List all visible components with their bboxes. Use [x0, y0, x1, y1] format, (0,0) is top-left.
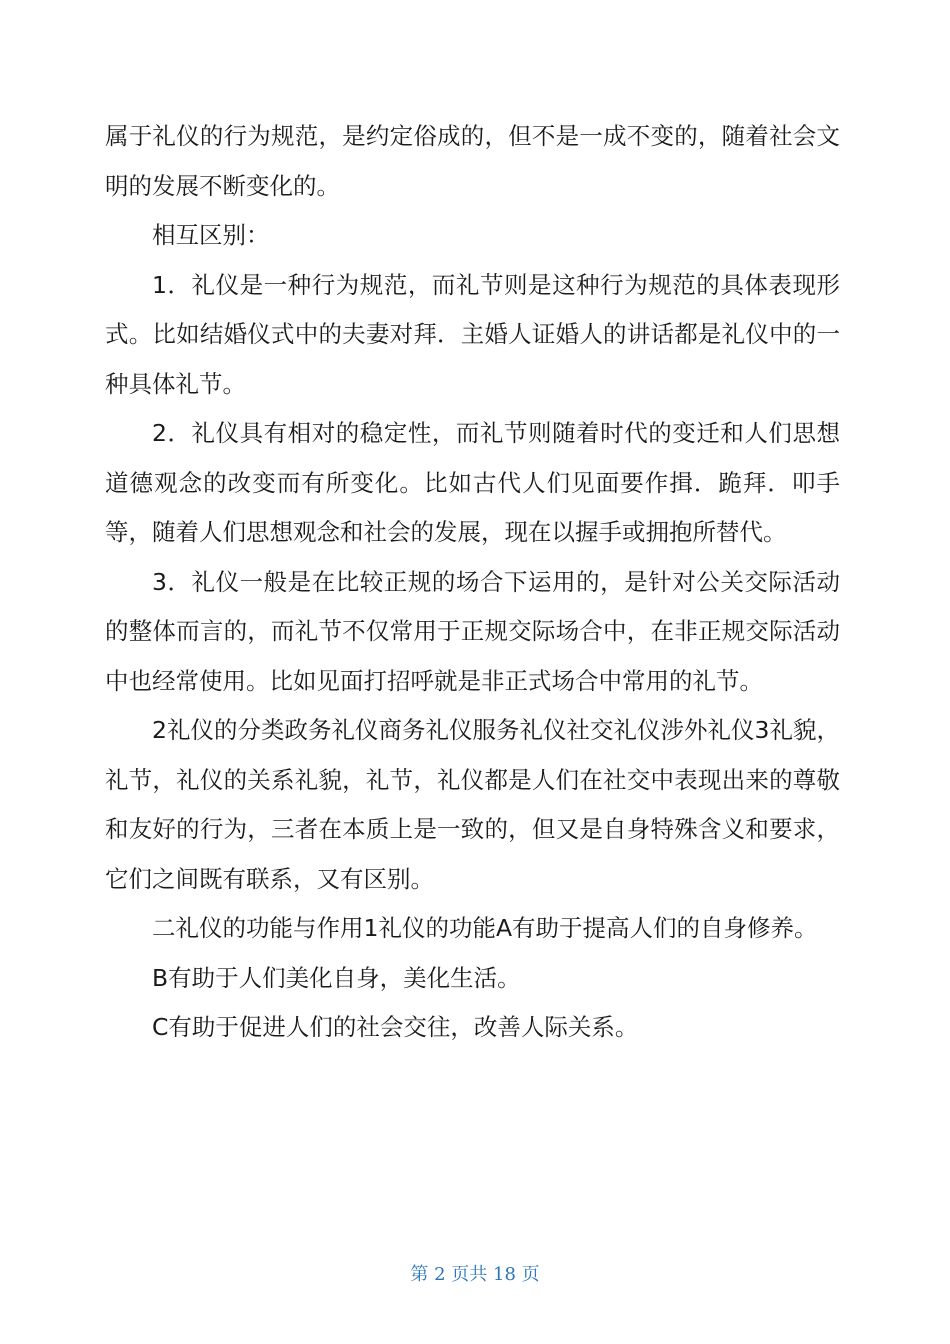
paragraph-functions-c: C有助于促进人们的社会交往，改善人际关系。 [152, 1013, 639, 1041]
paragraph-heading-differences: 相互区别： [152, 221, 270, 249]
paragraph-point-3: 3．礼仪一般是在比较正规的场合下运用的，是针对公关交际活动的整体而言的，而礼节不仅常用于正规交际场合中，在非正规交际活动中也经常使用。比如见面打招呼就是非正式场合中常用的礼节。 [105, 567, 840, 695]
page-number-footer: 第 2 页共 18 页 [410, 1264, 540, 1285]
paragraph-functions-a: 二礼仪的功能与作用1礼仪的功能A有助于提高人们的自身修养。 [152, 914, 818, 942]
paragraph-point-2: 2．礼仪具有相对的稳定性，而礼节则随着时代的变迁和人们思想道德观念的改变而有所变化。比如古代人们见面要作揖．跪拜．叩手等，随着人们思想观念和社会的发展，现在以握手或拥抱所替代。 [105, 419, 840, 546]
paragraph-continuation: 属于礼仪的行为规范，是约定俗成的，但不是一成不变的，随着社会文明的发展不断变化的。 [105, 122, 840, 200]
paragraph-classification: 2礼仪的分类政务礼仪商务礼仪服务礼仪社交礼仪涉外礼仪3礼貌，礼节，礼仪的关系礼貌，礼节，礼仪都是人们在社交中表现出来的尊敬和友好的行为，三者在本质上是一致的，但又是自身特殊含义和要求，它们之间既有联系，又有区别。 [105, 716, 840, 893]
paragraph-functions-b: B有助于人们美化自身，美化生活。 [152, 963, 521, 992]
paragraph-point-1: 1．礼仪是一种行为规范，而礼节则是这种行为规范的具体表现形式。比如结婚仪式中的夫妻对拜．主婚人证婚人的讲话都是礼仪中的一种具体礼节。 [105, 270, 840, 398]
document-body [105, 112, 840, 1053]
